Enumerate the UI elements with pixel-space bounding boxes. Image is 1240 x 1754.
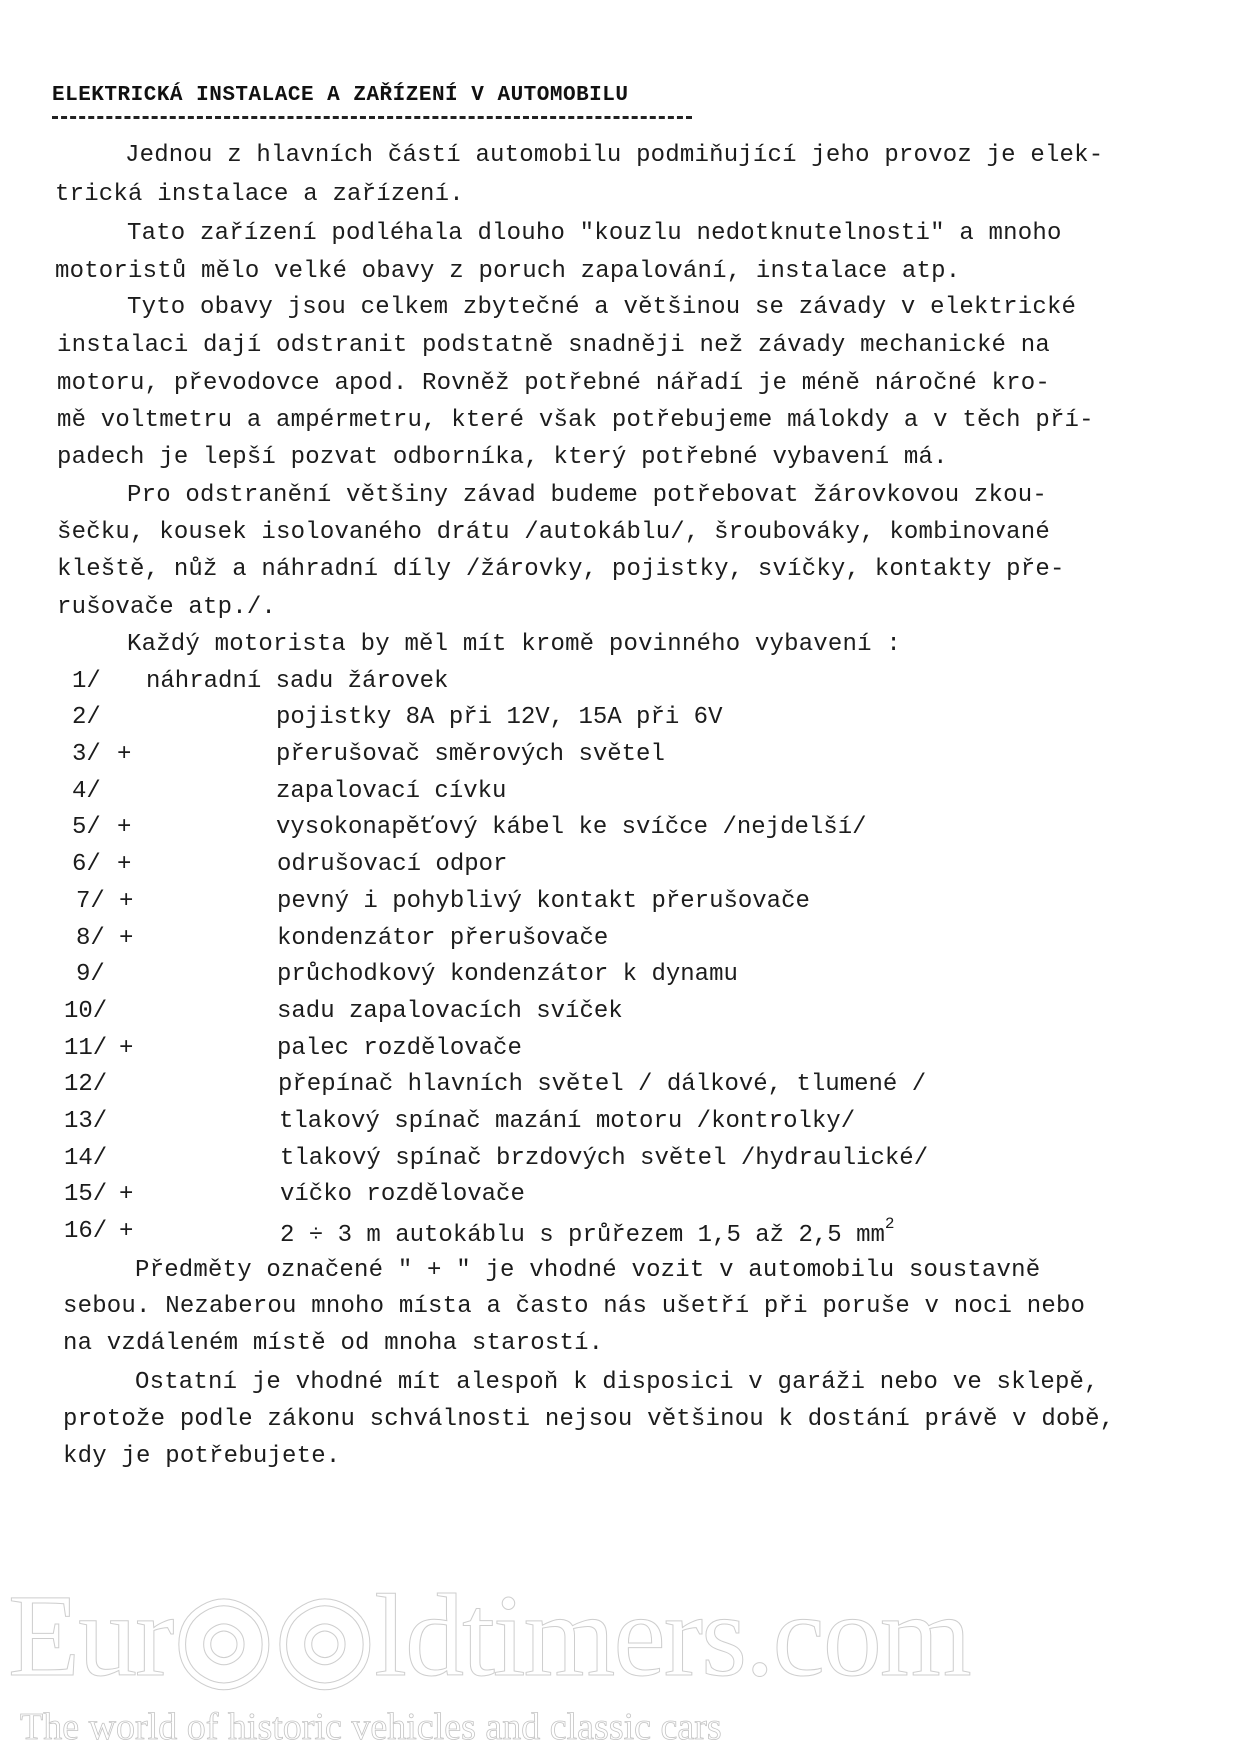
- watermark-tagline: The world of historic vehicles and classic cars: [20, 1706, 722, 1748]
- text-line: motoru, převodovce apod. Rovněž potřebné nářadí je méně náročné kro-: [57, 370, 1050, 397]
- text-line: Předměty označené " + " je vhodné vozit v automobilu soustavně: [135, 1257, 1041, 1284]
- list-item-text: přepínač hlavních světel / dálkové, tlumené /: [278, 1071, 927, 1098]
- list-item-number: 16/: [64, 1218, 108, 1245]
- list-item-text: náhradní sadu žárovek: [146, 668, 449, 695]
- list-item-number: 7/: [76, 888, 105, 915]
- text-line: Ostatní je vhodné mít alespoň k disposici v garáži nebo ve sklepě,: [135, 1369, 1099, 1396]
- list-item-text: tlakový spínač brzdových světel /hydraulické/: [280, 1145, 929, 1172]
- text-line: Každý motorista by měl mít kromě povinného vybavení :: [127, 631, 901, 658]
- text-line: na vzdáleném místě od mnoha starostí.: [63, 1330, 604, 1357]
- list-item-plus-mark: +: [119, 1218, 134, 1245]
- list-item-text: průchodkový kondenzátor k dynamu: [277, 961, 738, 988]
- text-line: trická instalace a zařízení.: [55, 181, 464, 208]
- list-item-number: 11/: [64, 1035, 108, 1062]
- list-item-plus-mark: +: [119, 1035, 134, 1062]
- list-item-text: zapalovací cívku: [276, 778, 507, 805]
- list-item-number: 15/: [64, 1181, 108, 1208]
- list-item-plus-mark: +: [119, 888, 134, 915]
- document-title: ELEKTRICKÁ INSTALACE A ZAŘÍZENÍ V AUTOMOBILU: [52, 84, 629, 107]
- text-line: protože podle zákonu schválnosti nejsou většinou k dostání právě v době,: [63, 1406, 1115, 1433]
- list-item-text: přerušovač směrových světel: [276, 741, 665, 768]
- list-item-number: 3/: [72, 741, 101, 768]
- watermark-logo: Eur◎◎ldtimers.com: [8, 1570, 970, 1701]
- text-line: instalaci dají odstranit podstatně snadněji než závady mechanické na: [57, 332, 1050, 359]
- list-item-plus-mark: +: [117, 851, 132, 878]
- list-item-number: 9/: [76, 961, 105, 988]
- text-line: kleště, nůž a náhradní díly /žárovky, pojistky, svíčky, kontakty pře-: [57, 556, 1065, 583]
- list-item-plus-mark: +: [117, 741, 132, 768]
- list-item-text: palec rozdělovače: [277, 1035, 522, 1062]
- list-item-text: víčko rozdělovače: [280, 1181, 525, 1208]
- list-item-number: 4/: [72, 778, 101, 805]
- text-line: mě voltmetru a ampérmetru, které však potřebujeme málokdy a v těch pří-: [57, 407, 1094, 434]
- text-line: Jednou z hlavních částí automobilu podmiňující jeho provoz je elek-: [125, 142, 1104, 169]
- list-item-text: pevný i pohyblivý kontakt přerušovače: [277, 888, 810, 915]
- list-item-number: 1/: [72, 668, 101, 695]
- list-item-number: 6/: [72, 851, 101, 878]
- text-line: šečku, kousek isolovaného drátu /autokáblu/, šroubováky, kombinované: [57, 519, 1050, 546]
- list-item-number: 5/: [72, 814, 101, 841]
- list-item-number: 14/: [64, 1145, 108, 1172]
- list-item-plus-mark: +: [117, 814, 132, 841]
- list-item-text: tlakový spínač mazání motoru /kontrolky/: [279, 1108, 856, 1135]
- text-line: Tato zařízení podléhala dlouho "kouzlu nedotknutelnosti" a mnoho: [127, 220, 1062, 247]
- superscript-squared: 2: [884, 1215, 895, 1233]
- list-item-number: 10/: [64, 998, 108, 1025]
- list-item-text-main: 2 ÷ 3 m autokáblu s průřezem 1,5 až 2,5 mm: [280, 1222, 885, 1249]
- list-item-number: 8/: [76, 925, 105, 952]
- text-line: motoristů mělo velké obavy z poruch zapalování, instalace atp.: [55, 258, 961, 285]
- list-item-plus-mark: +: [119, 925, 134, 952]
- list-item-text: pojistky 8A při 12V, 15A při 6V: [276, 704, 723, 731]
- list-item-number: 2/: [72, 704, 101, 731]
- list-item-text: kondenzátor přerušovače: [277, 925, 609, 952]
- list-item-number: 13/: [64, 1108, 108, 1135]
- text-line: Pro odstranění většiny závad budeme potřebovat žárovkovou zkou-: [127, 482, 1047, 509]
- list-item-text: vysokonapěťový kábel ke svíčce /nejdelší/: [276, 814, 867, 841]
- text-line: rušovače atp./.: [57, 594, 277, 621]
- text-line: sebou. Nezaberou mnoho místa a často nás ušetří při poruše v noci nebo: [63, 1293, 1086, 1320]
- list-item-text: odrušovací odpor: [277, 851, 508, 878]
- text-line: padech je lepší pozvat odborníka, který potřebné vybavení má.: [57, 444, 948, 471]
- list-item-text: sadu zapalovacích svíček: [277, 998, 623, 1025]
- list-item-number: 12/: [64, 1071, 108, 1098]
- title-underline: [52, 116, 692, 119]
- text-line: kdy je potřebujete.: [63, 1443, 341, 1470]
- list-item-text: [280, 1215, 895, 1249]
- list-item-plus-mark: +: [119, 1181, 134, 1208]
- text-line: Tyto obavy jsou celkem zbytečné a většinou se závady v elektrické: [127, 294, 1077, 321]
